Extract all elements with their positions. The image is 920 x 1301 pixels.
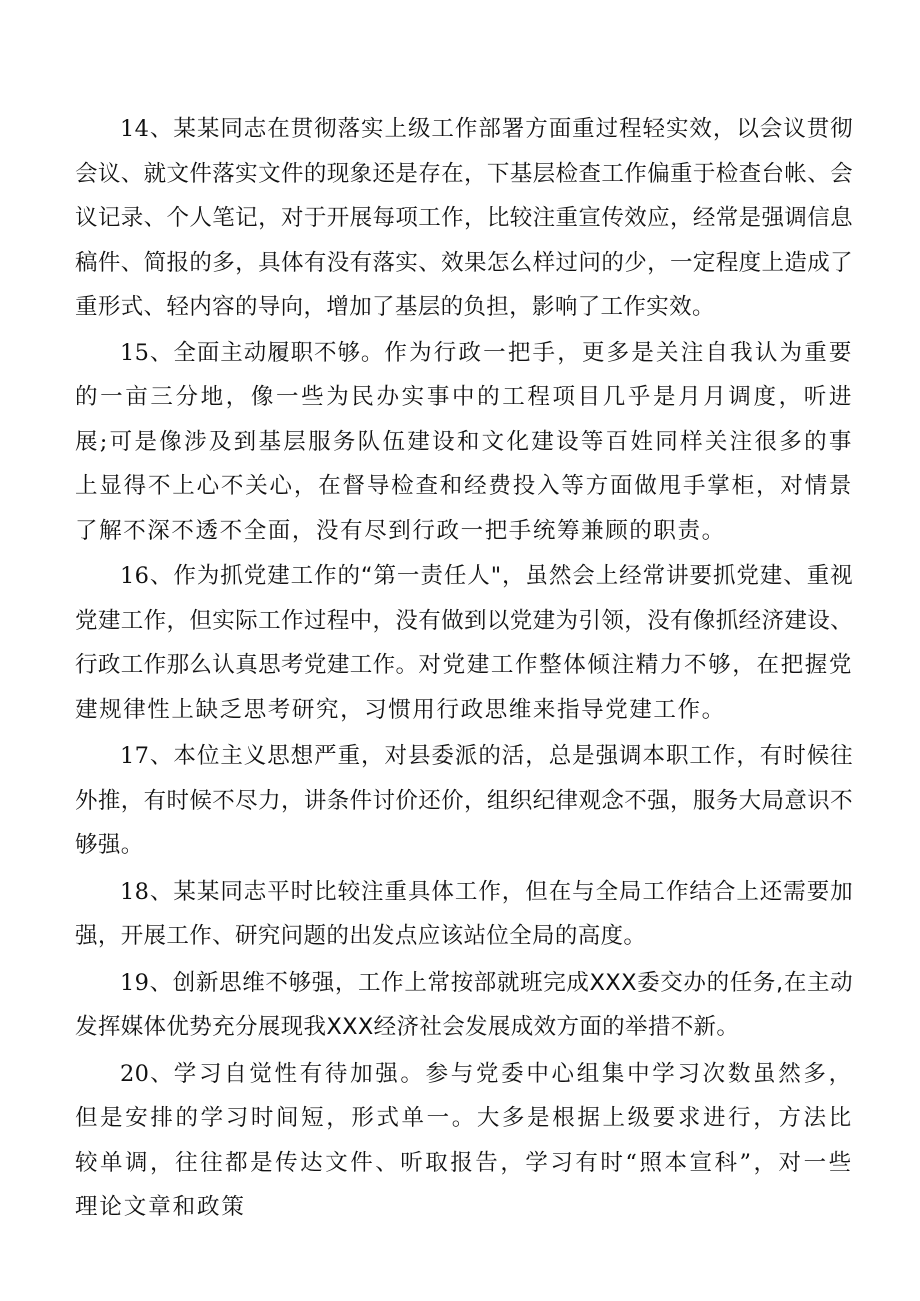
paragraph-20: [75, 1052, 853, 1230]
paragraph-number: 16、: [120, 563, 174, 589]
paragraph-18: [75, 870, 853, 959]
paragraph-text-serif: 学习自觉性有待加强。参与党委中心组集中学习次数虽然多，但是安排的学习时间短，形式单一。大多是根据上级要求进行，方法比较单调，往往都是传达文件、听取报告，学习有时“照本宣科”，对一些理论文章和政策: [75, 1060, 853, 1220]
paragraph-17: [75, 734, 853, 868]
paragraph-14: [75, 107, 853, 330]
paragraph-text: 全面主动履职不够。: [173, 339, 385, 366]
document-body: [75, 107, 853, 1230]
paragraph-text: 创新思维不够强，工作上常按部就班完成XXX委交办的任务,在主动发挥媒体优势充分展现我XXX经济社会发展成效方面的举措不新。: [75, 969, 853, 1040]
paragraph-19: [75, 961, 853, 1050]
paragraph-text: 某某同志平时比较注重具体工作，但在与全局工作结合上还需要加强，开展工作、研究问题的出发点应该站位全局的高度。: [75, 878, 854, 949]
paragraph-number: 17、: [120, 743, 174, 769]
paragraph-text-serif: 对党建工作整体倾注精力不够，在把握党建规律性上缺乏思考研究，习惯用行政思维来指导党建工作。: [75, 652, 853, 723]
paragraph-text: 作为抓党建工作的“第一责任人"，虽然会上经常讲要抓党建、重视党建工作，但实际工作过程中，没有做到以党建为引领，没有像抓经济建设、行政工作那么认真思考党建工作。: [75, 563, 853, 678]
paragraph-number: 15、: [120, 339, 174, 366]
paragraph-number: 20、: [120, 1060, 174, 1087]
paragraph-16: [75, 554, 853, 732]
paragraph-number: 18、: [120, 878, 174, 905]
paragraph-text: 某某同志在贯彻落实上级工作部署方面重过程轻实效，以会议贯彻会议、就文件落实文件的现象还是存在，下基层检查工作偏重于检查台帐、会议记录、个人笔记，对于开展每项工作，比较注重宣传效应，经常是强调信息稿件、简报的多，具体有没有落实、效果怎么样过问的少，一定程度上造成了重形式、轻内容的导向，增加了基层的负担，影响了工作实效。: [75, 116, 854, 320]
paragraph-number: 14、: [120, 116, 174, 142]
paragraph-text: 本位主义思想严重，对县委派的活，总是强调本职工作，有时候往外推，有时候不尽力，讲条件讨价还价，组织纪律观念不强，服务大局意识不够强。: [75, 743, 854, 858]
paragraph-number: 19、: [120, 969, 173, 996]
paragraph-15: [75, 331, 853, 554]
paragraph-text-serif: 作为行政一把手，更多是关注自我认为重要的一亩三分地，像一些为民办实事中的工程项目几乎是月月调度，听进展;可是像涉及到基层服务队伍建设和文化建设等百姓同样关注很多的事上显得不上心不关心，在督导检查和经费投入等方面做甩手掌柜，对情景了解不深不透不全面，没有尽到行政一把手统筹兼顾的职责。: [75, 339, 853, 544]
